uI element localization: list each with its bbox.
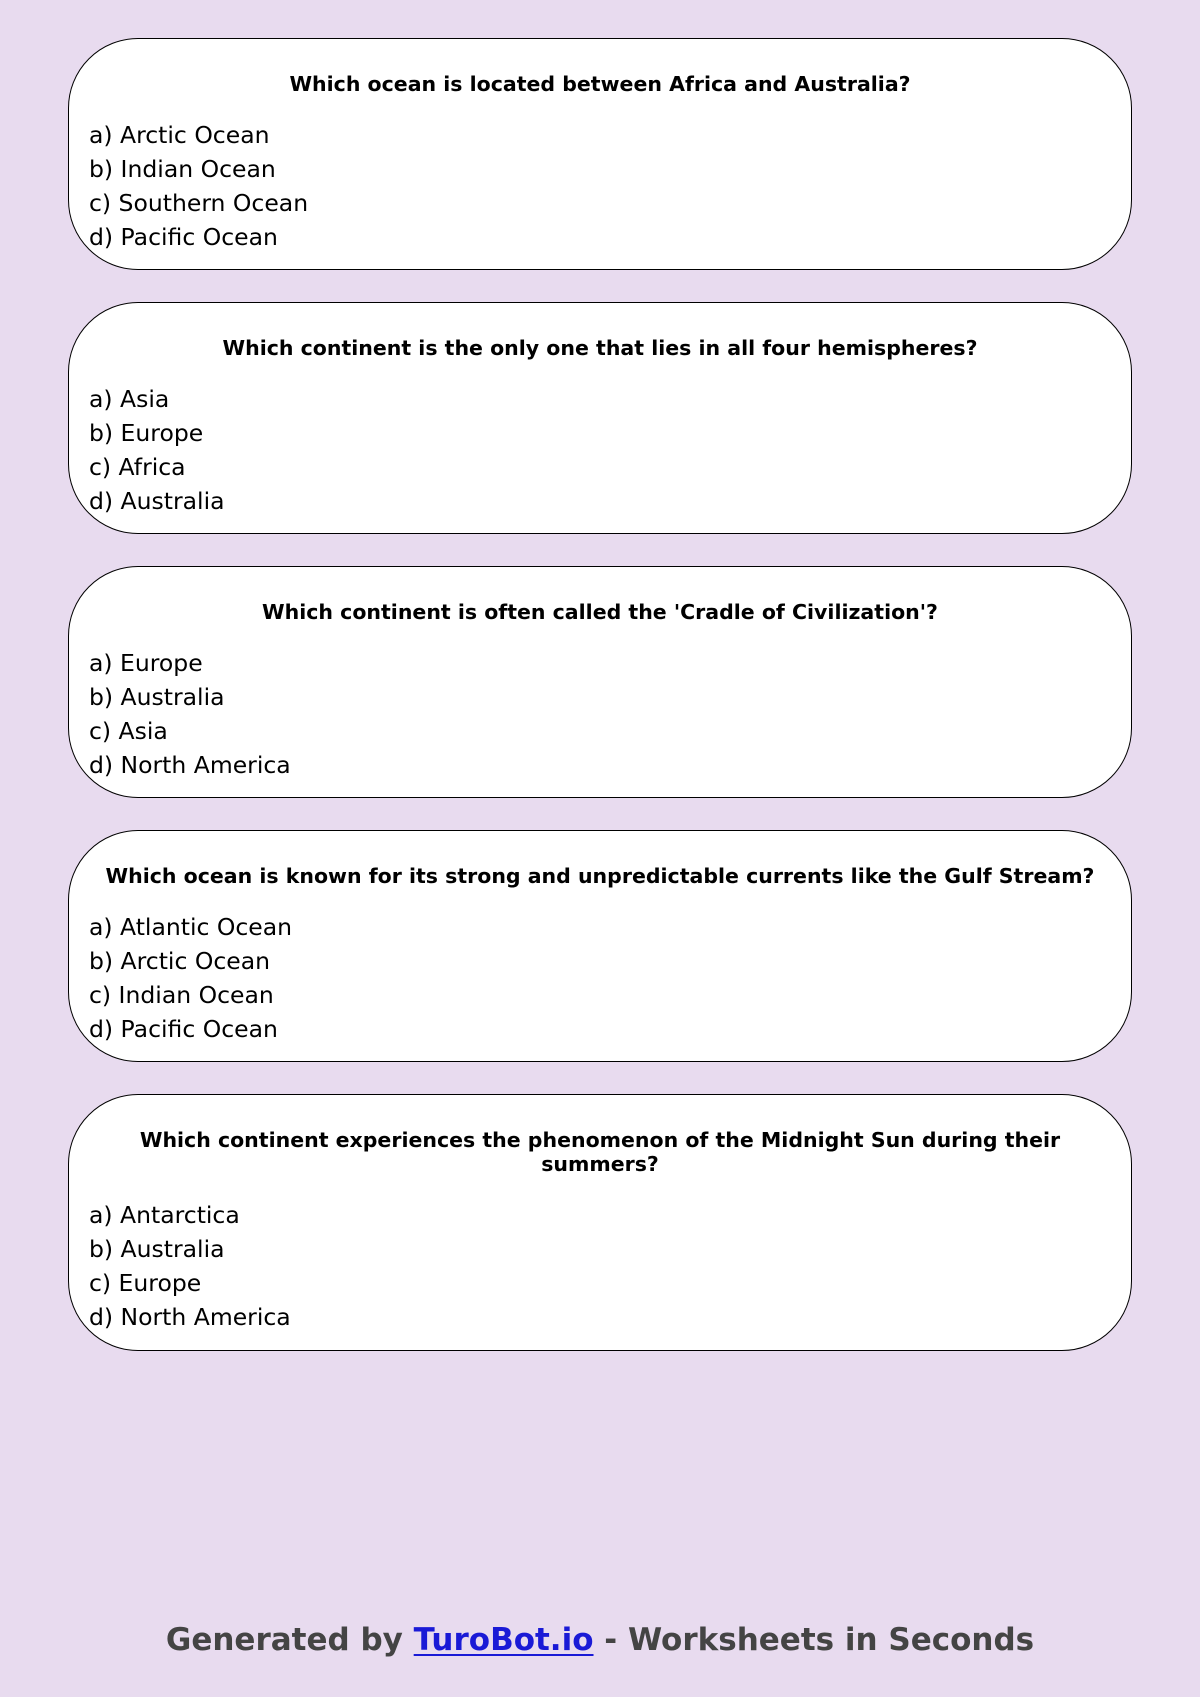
answer-option: b) Australia [89,1235,225,1263]
answer-options [69,118,1131,254]
footer-prefix: Generated by [165,1622,414,1658]
answer-option: c) Asia [89,717,168,745]
answer-option: c) Southern Ocean [89,189,309,217]
footer-suffix: - Worksheets in Seconds [593,1622,1035,1658]
question-card [68,830,1132,1062]
answer-option: b) Arctic Ocean [89,947,271,975]
answer-option: b) Indian Ocean [89,155,276,183]
question-card [68,566,1132,798]
answer-option: c) Indian Ocean [89,981,274,1009]
answer-option: d) North America [89,1303,291,1331]
answer-option: d) Pacific Ocean [89,223,278,251]
answer-option: d) North America [89,751,291,779]
turobot-link[interactable]: TuroBot.io [413,1622,594,1658]
answer-option: a) Europe [89,649,203,677]
answer-option: a) Arctic Ocean [89,121,270,149]
answer-options [69,382,1131,518]
answer-option: d) Australia [89,487,225,515]
question-list [68,38,1132,1383]
answer-options [69,910,1131,1046]
answer-option: a) Atlantic Ocean [89,913,293,941]
question-card [68,1094,1132,1351]
question-text: Which continent is the only one that lies in all four hemispheres? [222,336,978,360]
question-text: Which ocean is known for its strong and unpredictable currents like the Gulf Stream? [105,864,1095,888]
answer-option: b) Australia [89,683,225,711]
answer-option: a) Asia [89,385,170,413]
question-text: Which continent experiences the phenomenon of the Midnight Sun during their summers? [139,1128,1061,1176]
answer-option: c) Africa [89,453,186,481]
answer-option: b) Europe [89,419,204,447]
question-text: Which continent is often called the 'Cradle of Civilization'? [262,600,938,624]
answer-option: d) Pacific Ocean [89,1015,278,1043]
answer-option: a) Antarctica [89,1201,240,1229]
answer-options [69,1198,1131,1334]
question-text: Which ocean is located between Africa and Australia? [289,72,911,96]
answer-options [69,646,1131,782]
question-card [68,302,1132,534]
answer-option: c) Europe [89,1269,202,1297]
question-card [68,38,1132,270]
footer-credit [0,1620,1200,1660]
